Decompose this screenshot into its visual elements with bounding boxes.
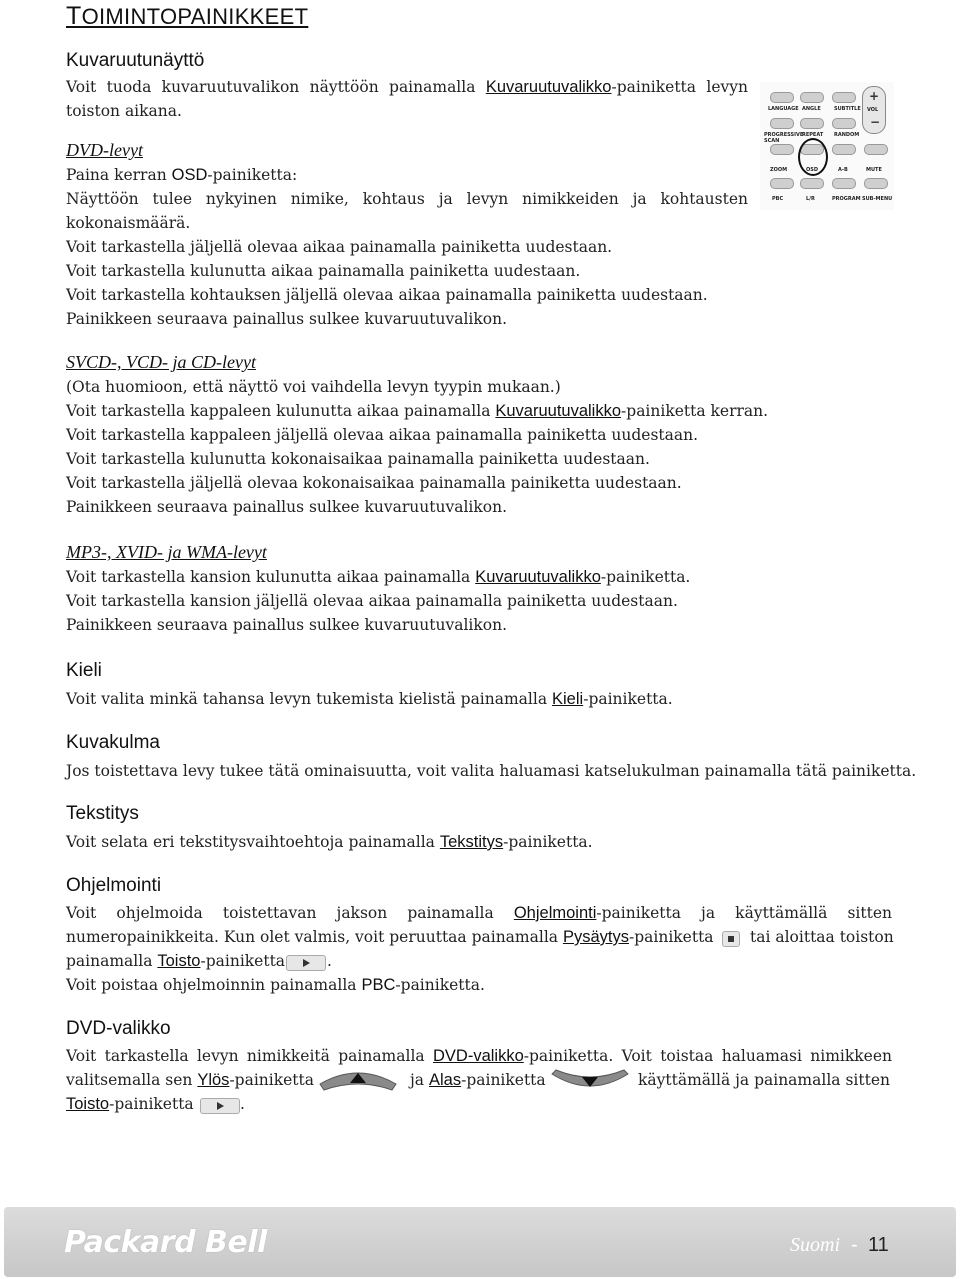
paragraph-line [66, 402, 768, 421]
text: -painiketta. [503, 833, 593, 851]
paragraph-line [66, 976, 485, 995]
remote-label: SUBTITLE [834, 106, 861, 112]
minus-icon: − [870, 115, 881, 129]
paragraph-line: . [327, 952, 332, 970]
text: Voit tarkastella levyn nimikkeitä painamalla [66, 1047, 433, 1065]
remote-label: SUB-MENU [862, 196, 893, 202]
button-name: Toisto [157, 952, 201, 970]
text: -painiketta [200, 952, 286, 970]
paragraph-line: (Ota huomioon, että näyttö voi vaihdella levyn tyypin mukaan.) [66, 378, 561, 396]
section-heading: Kuvaruutunäyttö [66, 50, 205, 71]
remote-label: PBC [772, 196, 784, 202]
text: Voit valita minkä tahansa levyn tukemista kielistä painamalla [66, 690, 553, 708]
text: valitsemalla sen [66, 1071, 198, 1089]
play-button-icon [200, 1098, 240, 1114]
text: -painiketta ja käyttämällä sitten [596, 904, 892, 922]
button-name: Tekstitys [439, 833, 504, 851]
remote-button [770, 92, 794, 103]
text: -painiketta. Voit toistaa haluamasi nimikkeen [523, 1047, 892, 1065]
paragraph-line: . [240, 1095, 245, 1113]
play-button-icon [286, 955, 326, 971]
page-title [66, 2, 308, 31]
remote-button [800, 178, 824, 189]
button-name: Alas [428, 1071, 462, 1089]
text: -painiketta levyn [611, 78, 748, 96]
brand-logo: Packard Bell [64, 1225, 267, 1260]
section-heading: Ohjelmointi [66, 875, 162, 896]
remote-label: ZOOM [770, 167, 788, 173]
subsection-heading: MP3-, XVID- ja WMA-levyt [66, 542, 267, 562]
button-name: Kieli [552, 690, 584, 708]
paragraph-line [66, 904, 892, 923]
paragraph-line: Voit tarkastella kulunutta kokonaisaikaa painamalla painiketta uudestaan. [66, 450, 650, 468]
page-number: 11 [868, 1234, 889, 1256]
volume-rocker [862, 86, 886, 134]
text: -painiketta. [583, 690, 673, 708]
button-name: Ohjelmointi [513, 904, 597, 922]
remote-button [832, 144, 856, 155]
button-name: Ylös [197, 1071, 230, 1089]
paragraph-line: Voit tarkastella jäljellä olevaa kokonaisaikaa painamalla painiketta uudestaan. [66, 474, 682, 492]
text: -painiketta. [395, 976, 485, 994]
section-heading: Kieli [66, 660, 102, 681]
remote-button [864, 144, 888, 155]
text: Voit poistaa ohjelmoinnin painamalla [66, 976, 362, 994]
paragraph-line: toiston aikana. [66, 102, 182, 120]
remote-button [800, 118, 824, 129]
text: Voit ohjelmoida toistettavan jakson painamalla [66, 904, 514, 922]
remote-button [770, 178, 794, 189]
paragraph-line [66, 690, 673, 709]
text: painamalla [66, 952, 158, 970]
paragraph-line: Painikkeen seuraava painallus sulkee kuvaruutuvalikon. [66, 310, 508, 328]
paragraph-line: Painikkeen seuraava painallus sulkee kuvaruutuvalikon. [66, 498, 508, 516]
title-rest: OIMINTOPAINIKKEET [81, 4, 309, 29]
remote-button [864, 178, 888, 189]
subsection-heading: DVD-levyt [66, 140, 143, 160]
paragraph-line: kokonaismäärä. [66, 214, 191, 232]
remote-label: ANGLE [802, 106, 821, 112]
remote-label: MUTE [866, 167, 882, 173]
footer-language: Suomi [790, 1234, 840, 1256]
text: -painiketta kerran. [621, 402, 769, 420]
paragraph-line [66, 1047, 892, 1066]
remote-label: OSD [806, 167, 819, 173]
remote-label: A-B [838, 167, 848, 173]
text: -painiketta [109, 1095, 194, 1113]
button-name: Kuvaruutuvalikko [495, 402, 622, 420]
paragraph-line [66, 952, 285, 971]
paragraph-line [66, 1071, 314, 1090]
text: -painiketta [461, 1071, 546, 1089]
button-name: PBC [361, 976, 396, 994]
remote-button [832, 92, 856, 103]
text: Voit selata eri tekstitysvaihtoehtoja painamalla [66, 833, 440, 851]
paragraph-line: Voit tarkastella kohtauksen jäljellä olevaa aikaa painamalla painiketta uudestaan. [66, 286, 708, 304]
plus-icon: + [869, 89, 880, 103]
subsection-heading: SVCD-, VCD- ja CD-levyt [66, 352, 256, 372]
paragraph-line [66, 928, 714, 947]
remote-label: LANGUAGE [768, 106, 799, 112]
remote-label: VOL [867, 107, 879, 113]
paragraph-line: Voit tarkastella kansion jäljellä olevaa aikaa painamalla painiketta uudestaan. [66, 592, 678, 610]
remote-button [770, 144, 794, 155]
paragraph-line: käyttämällä ja painamalla sitten [638, 1071, 890, 1089]
section-heading: Tekstitys [66, 803, 139, 824]
button-name: OSD [171, 166, 208, 184]
text: Voit tarkastella kappaleen kulunutta aikaa painamalla [66, 402, 496, 420]
button-name: Toisto [66, 1095, 110, 1113]
paragraph-line [66, 78, 748, 97]
remote-label: PROGRAM [832, 196, 861, 202]
remote-button [770, 118, 794, 129]
text: Voit tarkastella kansion kulunutta aikaa painamalla [66, 568, 476, 586]
button-name: Pysäytys [562, 928, 629, 946]
text: ja [410, 1071, 429, 1089]
paragraph-line: Voit tarkastella kulunutta aikaa painamalla painiketta uudestaan. [66, 262, 581, 280]
text: -painiketta [628, 928, 714, 946]
button-name: Kuvaruutuvalikko [475, 568, 601, 586]
remote-label: REPEAT [802, 132, 824, 138]
remote-button [832, 118, 856, 129]
text: -painiketta. [600, 568, 691, 586]
paragraph-line: Voit tarkastella kappaleen jäljellä olevaa aikaa painamalla painiketta uudestaan. [66, 426, 699, 444]
paragraph-line [66, 1095, 194, 1114]
highlight-circle [798, 138, 828, 176]
paragraph-line [410, 1071, 546, 1090]
remote-label: PROGRESSIVE SCAN [764, 132, 804, 144]
text: -painiketta [229, 1071, 314, 1089]
section-heading: DVD-valikko [66, 1018, 171, 1039]
remote-button [800, 92, 824, 103]
down-arrow-button-icon [550, 1068, 630, 1092]
paragraph-line [66, 568, 690, 587]
paragraph-line: Näyttöön tulee nykyinen nimike, kohtaus ja levyn nimikkeiden ja kohtausten [66, 190, 748, 208]
section-heading: Kuvakulma [66, 732, 160, 753]
button-name: Kuvaruutuvalikko [485, 78, 612, 96]
remote-button [832, 178, 856, 189]
remote-control-image [760, 82, 894, 210]
paragraph-line [66, 166, 297, 185]
paragraph-line: Painikkeen seuraava painallus sulkee kuvaruutuvalikon. [66, 616, 508, 634]
text: Voit tuoda kuvaruutuvalikon näyttöön painamalla [66, 78, 486, 96]
remote-label: RANDOM [834, 132, 860, 138]
text: Paina kerran [66, 166, 172, 184]
up-arrow-button-icon [318, 1068, 398, 1092]
title-cap: T [66, 2, 82, 30]
paragraph-line: Voit tarkastella jäljellä olevaa aikaa painamalla painiketta uudestaan. [66, 238, 613, 256]
button-name: DVD-valikko [432, 1047, 524, 1065]
paragraph-line: tai aloittaa toiston [750, 928, 894, 946]
text: -painiketta: [207, 166, 298, 184]
footer-separator: - [851, 1234, 858, 1256]
stop-button-icon [722, 931, 740, 947]
remote-label: L/R [806, 196, 815, 202]
paragraph-line [66, 833, 593, 852]
paragraph-line: Jos toistettava levy tukee tätä ominaisuutta, voit valita haluamasi katselukulman painamalla tätä painiketta. [66, 762, 917, 780]
text: numeropainikkeita. Kun olet valmis, voit peruuttaa painamalla [66, 928, 563, 946]
